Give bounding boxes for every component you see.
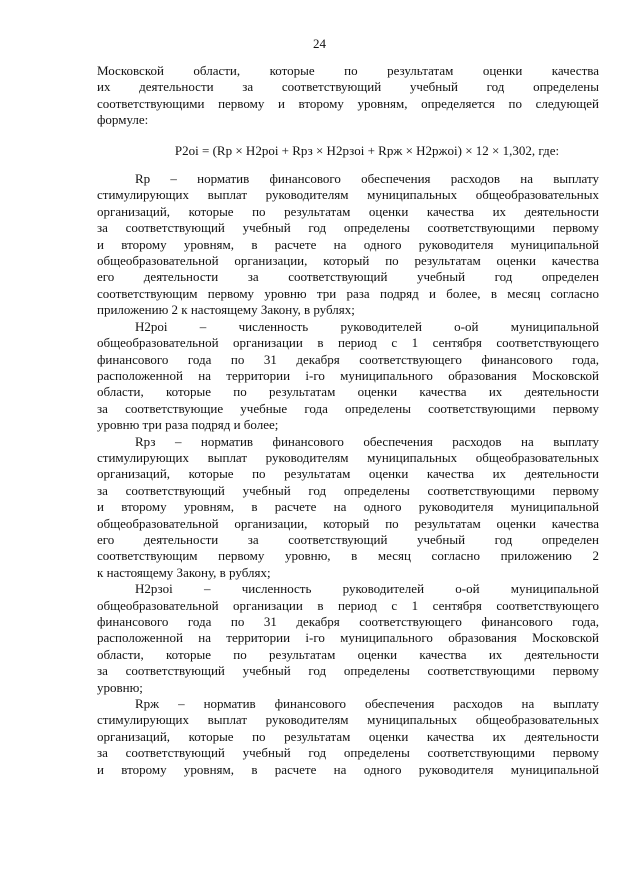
- text-line: стимулирующих выплат руководителям муниципальных общеобразовательных: [97, 449, 599, 465]
- text-line: его деятельности за соответствующий учебный год определен: [97, 531, 599, 547]
- text-line: стимулирующих выплат руководителям муниципальных общеобразовательных: [97, 712, 599, 728]
- text-line: финансового года по 31 декабря соответствующего финансового года,: [97, 614, 599, 629]
- text-line: общеобразовательной организации в период с 1 сентября соответствующего: [97, 597, 599, 613]
- text-line: к настоящему Закону, в рублях;: [97, 564, 271, 580]
- text-line: общеобразовательной организации в период с 1 сентября соответствующего: [97, 335, 599, 351]
- page-number: 24: [313, 36, 326, 51]
- text-line: за соответствующие учебные года определены соответствующими первому: [97, 400, 599, 416]
- text-line: расположенной на территории i-го муниципального образования Московской: [97, 367, 599, 383]
- text-line: соответствующим первому уровню три раза подряд и более, в месяц согласно: [97, 285, 599, 301]
- text-line: области, которые по результатам оценки качества их деятельности: [97, 384, 599, 400]
- text-line: Н2рoi – численность руководителей о-ой муниципальной: [135, 318, 599, 334]
- text-line: организаций, которые по результатам оценки качества их деятельности: [97, 203, 599, 219]
- document-body: [97, 63, 599, 778]
- definition-rrz: [97, 434, 599, 582]
- text-line: области, которые по результатам оценки качества их деятельности: [97, 646, 599, 662]
- text-line: за соответствующий учебный год определены соответствующими первому: [97, 220, 599, 236]
- text-line: и второму уровням, в расчете на одного руководителя муниципальной: [97, 761, 599, 777]
- text-line: Н2рзoi – численность руководителей о-ой муниципальной: [135, 581, 599, 597]
- text-line: соответствующим первому уровню, в месяц согласно приложению 2: [97, 548, 599, 564]
- text-line: соответствующими первому и второму уровням, определяется по следующей: [97, 95, 599, 111]
- text-line: его деятельности за соответствующий учебный год определен: [97, 269, 599, 285]
- text-line: общеобразовательной организации, который по результатам оценки качества: [97, 515, 599, 531]
- definition-h2rzoi: [97, 581, 599, 696]
- text-line: организаций, которые по результатам оценки качества их деятельности: [97, 466, 599, 482]
- text-line: Московской области, которые по результатам оценки качества: [97, 63, 599, 78]
- text-line: приложению 2 к настоящему Закону, в рублях;: [97, 302, 355, 318]
- text-line: их деятельности за соответствующий учебный год определены: [97, 79, 599, 95]
- definition-rr: [97, 171, 599, 319]
- text-line: стимулирующих выплат руководителям муниципальных общеобразовательных: [97, 187, 599, 203]
- text-line: Rр – норматив финансового обеспечения расходов на выплату: [135, 171, 599, 187]
- text-line: общеобразовательной организации, который по результатам оценки качества: [97, 253, 599, 269]
- text-line: уровню три раза подряд и более;: [97, 417, 279, 433]
- text-line: за соответствующий учебный год определены соответствующими первому: [97, 482, 599, 498]
- formula: Р2оi = (Rр × Н2рoi + Rрз × Н2рзoi + Rрж × Н2ржoi) × 12 × 1,302, где:: [174, 142, 560, 158]
- text-line: уровню;: [97, 679, 143, 695]
- text-line: формуле:: [97, 112, 149, 128]
- definition-rrzh: [97, 696, 599, 778]
- text-line: Rрз – норматив финансового обеспечения расходов на выплату: [135, 433, 599, 449]
- text-line: финансового года по 31 декабря соответствующего финансового года,: [97, 351, 599, 367]
- text-line: и второму уровням, в расчете на одного руководителя муниципальной: [97, 499, 599, 515]
- intro-paragraph: [97, 63, 599, 129]
- text-line: за соответствующий учебный год определены соответствующими первому: [97, 745, 599, 761]
- text-line: организаций, которые по результатам оценки качества их деятельности: [97, 728, 599, 744]
- definition-h2roi: [97, 319, 599, 434]
- text-line: и второму уровням, в расчете на одного руководителя муниципальной: [97, 236, 599, 252]
- text-line: Rрж – норматив финансового обеспечения расходов на выплату: [135, 696, 599, 712]
- text-line: расположенной на территории i-го муниципального образования Московской: [97, 630, 599, 646]
- text-line: за соответствующий учебный год определены соответствующими первому: [97, 663, 599, 679]
